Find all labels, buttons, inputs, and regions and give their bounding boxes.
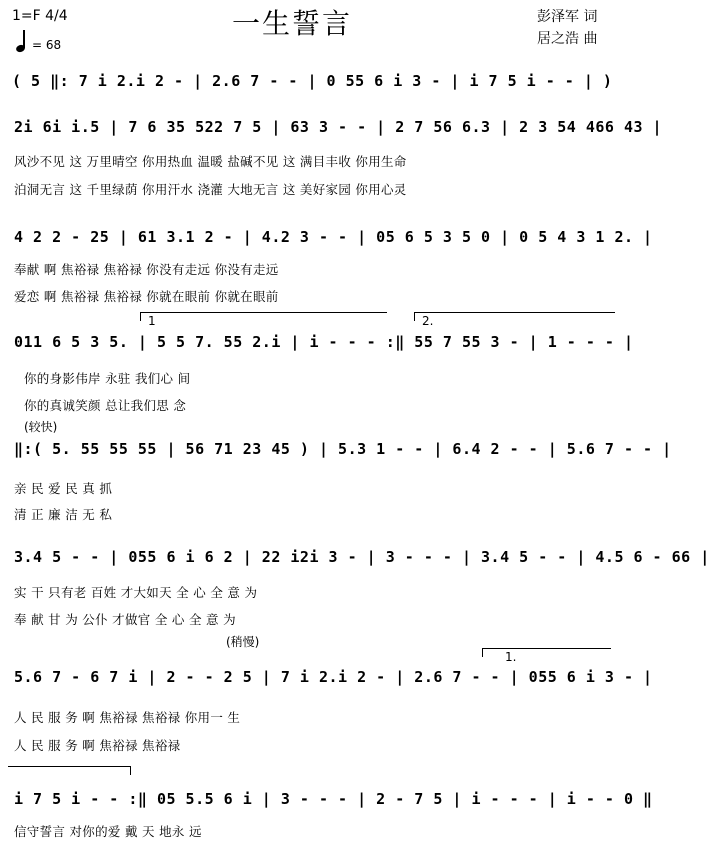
lyric-line: 信守誓言 对你的爱 戴 天 地永 远: [14, 824, 202, 839]
lyric-line: 人 民 服 务 啊 焦裕禄 焦裕禄 你用一 生: [14, 710, 241, 725]
volta-2-label: 2.: [422, 314, 434, 328]
lyricist-credit: 彭泽军 词: [537, 9, 598, 25]
lyric-line: 人 民 服 务 啊 焦裕禄 焦裕禄: [14, 738, 181, 753]
key-time-signature: 1=F 4/4: [12, 8, 68, 24]
volta-1-label: 1: [148, 314, 156, 328]
song-title: 一生誓言: [232, 7, 353, 40]
volta-continuation-bracket: [8, 766, 131, 775]
score-line-3: 4 2 2 - 25 | 61 3.1 2 - | 4.2 3 - - | 05 6 5 3 5 0 | 0 5 4 3 1 2. |: [14, 228, 653, 246]
score-line-8: i 7 5 i - - :‖ 05 5.5 6 i | 3 - - - | 2 - 7 5 | i - - - | i - - 0 ‖: [14, 790, 653, 808]
lyric-line: 你的真诚笑颜 总让我们思 念: [24, 398, 187, 413]
lyric-line: 泊洞无言 这 千里绿荫 你用汗水 浇灌 大地无言 这 美好家园 你用心灵: [14, 182, 407, 197]
tempo-marking: = 68: [32, 38, 62, 52]
lyric-line: 实 干 只有老 百姓 才大如天 全 心 全 意 为: [14, 585, 258, 600]
score-line-1: ( 5 ‖: 7 i 2.i 2 - | 2.6 7 - - | 0 55 6 i 3 - | i 7 5 i - - | ): [12, 72, 613, 90]
lyric-line: 清 正 廉 洁 无 私: [14, 507, 113, 522]
tempo-label-slower: (稍慢): [226, 635, 260, 649]
score-line-5: ‖:( 5. 55 55 55 | 56 71 23 45 ) | 5.3 1 - - | 6.4 2 - - | 5.6 7 - - |: [14, 440, 672, 458]
score-line-7: 5.6 7 - 6 7 i | 2 - - 2 5 | 7 i 2.i 2 - | 2.6 7 - - | 055 6 i 3 - |: [14, 668, 653, 686]
lyric-line: 风沙不见 这 万里晴空 你用热血 温暖 盐碱不见 这 满目丰收 你用生命: [14, 154, 407, 169]
lyric-line: 奉献 啊 焦裕禄 焦裕禄 你没有走远 你没有走远: [14, 262, 279, 277]
composer-credit: 居之浩 曲: [537, 31, 598, 47]
lyric-line: 爱恋 啊 焦裕禄 焦裕禄 你就在眼前 你就在眼前: [14, 289, 279, 304]
volta-1-bracket: [482, 648, 611, 657]
lyric-line: 你的身影伟岸 永驻 我们心 间: [24, 371, 191, 386]
volta-2-bracket: [414, 312, 615, 321]
tempo-label-faster: (较快): [24, 420, 58, 434]
lyric-line: 亲 民 爱 民 真 抓: [14, 481, 113, 496]
volta-1-label: 1.: [505, 650, 517, 664]
score-line-4: 011 6 5 3 5. | 5 5 7. 55 2.i | i - - - :‖ 55 7 55 3 - | 1 - - - |: [14, 333, 634, 351]
score-line-2: 2i 6i i.5 | 7 6 35 522 7 5 | 63 3 - - | 2 7 56 6.3 | 2 3 54 466 43 |: [14, 118, 663, 136]
score-line-6: 3.4 5 - - | 055 6 i 6 2 | 22 i2i 3 - | 3 - - - | 3.4 5 - - | 4.5 6 - 66 |: [14, 548, 710, 566]
lyric-line: 奉 献 甘 为 公仆 才做官 全 心 全 意 为: [14, 612, 236, 627]
volta-1-bracket: [140, 312, 387, 321]
